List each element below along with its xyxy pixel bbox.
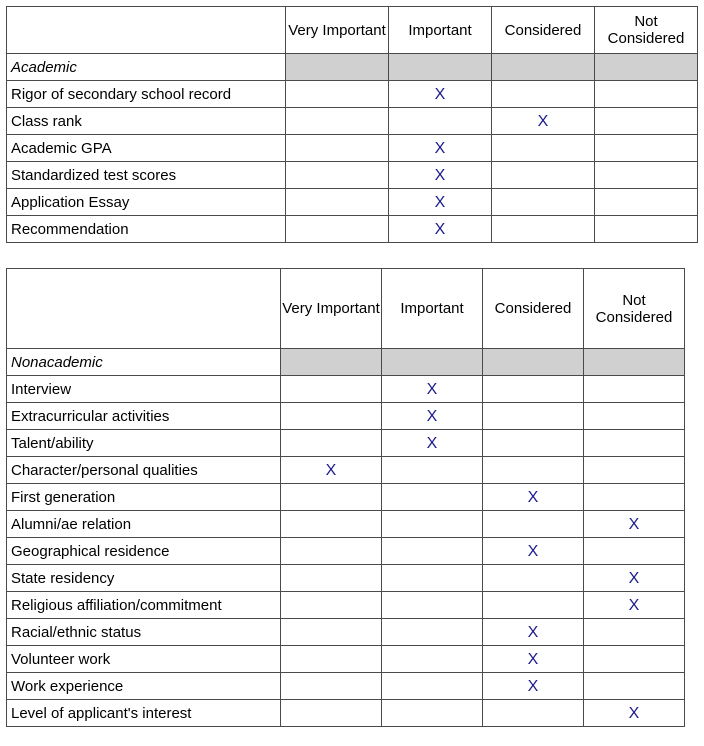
mark-very-important bbox=[281, 592, 382, 619]
mark-considered bbox=[483, 565, 584, 592]
mark-considered: X bbox=[483, 538, 584, 565]
section-label: Academic bbox=[7, 54, 286, 81]
mark-not-considered bbox=[584, 457, 685, 484]
row-label: Extracurricular activities bbox=[7, 403, 281, 430]
mark-very-important: X bbox=[281, 457, 382, 484]
mark-important bbox=[382, 673, 483, 700]
table-row bbox=[7, 189, 698, 216]
mark-very-important bbox=[286, 216, 389, 243]
mark-not-considered: X bbox=[584, 700, 685, 727]
mark-very-important bbox=[286, 189, 389, 216]
mark-important bbox=[382, 565, 483, 592]
section-shaded-cell bbox=[584, 349, 685, 376]
nonacademic-table bbox=[6, 268, 685, 727]
header-very-important: Very Important bbox=[286, 7, 389, 54]
table-row bbox=[7, 700, 685, 727]
mark-very-important bbox=[281, 646, 382, 673]
row-label: Religious affiliation/commitment bbox=[7, 592, 281, 619]
mark-not-considered bbox=[584, 430, 685, 457]
table-row bbox=[7, 216, 698, 243]
row-label: Standardized test scores bbox=[7, 162, 286, 189]
row-label: Class rank bbox=[7, 108, 286, 135]
mark-not-considered bbox=[595, 216, 698, 243]
mark-very-important bbox=[281, 538, 382, 565]
mark-important bbox=[382, 511, 483, 538]
table-row bbox=[7, 162, 698, 189]
mark-not-considered bbox=[595, 108, 698, 135]
table-row bbox=[7, 81, 698, 108]
section-shaded-cell bbox=[595, 54, 698, 81]
mark-important: X bbox=[382, 376, 483, 403]
mark-very-important bbox=[281, 430, 382, 457]
mark-important bbox=[382, 700, 483, 727]
mark-very-important bbox=[281, 484, 382, 511]
mark-very-important bbox=[286, 108, 389, 135]
mark-important: X bbox=[389, 216, 492, 243]
table-row bbox=[7, 484, 685, 511]
row-label: Character/personal qualities bbox=[7, 457, 281, 484]
mark-considered bbox=[483, 376, 584, 403]
row-label: Geographical residence bbox=[7, 538, 281, 565]
table-row bbox=[7, 511, 685, 538]
mark-important bbox=[382, 619, 483, 646]
mark-not-considered bbox=[584, 646, 685, 673]
mark-considered: X bbox=[492, 108, 595, 135]
mark-very-important bbox=[281, 619, 382, 646]
header-considered: Considered bbox=[483, 269, 584, 349]
mark-important: X bbox=[389, 189, 492, 216]
mark-important bbox=[382, 646, 483, 673]
header-corner-cell bbox=[7, 269, 281, 349]
mark-not-considered bbox=[584, 376, 685, 403]
mark-important bbox=[389, 108, 492, 135]
mark-considered bbox=[492, 216, 595, 243]
row-label: Work experience bbox=[7, 673, 281, 700]
row-label: State residency bbox=[7, 565, 281, 592]
header-not-considered: Not Considered bbox=[584, 269, 685, 349]
mark-very-important bbox=[281, 673, 382, 700]
row-label: Level of applicant's interest bbox=[7, 700, 281, 727]
header-considered: Considered bbox=[492, 7, 595, 54]
section-shaded-cell bbox=[382, 349, 483, 376]
mark-not-considered bbox=[584, 619, 685, 646]
row-label: First generation bbox=[7, 484, 281, 511]
header-very-important: Very Important bbox=[281, 269, 382, 349]
mark-not-considered: X bbox=[584, 565, 685, 592]
section-shaded-cell bbox=[492, 54, 595, 81]
mark-important bbox=[382, 484, 483, 511]
mark-not-considered bbox=[595, 81, 698, 108]
row-label: Application Essay bbox=[7, 189, 286, 216]
mark-not-considered bbox=[584, 673, 685, 700]
header-corner-cell bbox=[7, 7, 286, 54]
table-row bbox=[7, 376, 685, 403]
mark-important bbox=[382, 538, 483, 565]
mark-not-considered bbox=[584, 403, 685, 430]
table-row bbox=[7, 538, 685, 565]
mark-important: X bbox=[382, 403, 483, 430]
row-label: Talent/ability bbox=[7, 430, 281, 457]
mark-considered: X bbox=[483, 646, 584, 673]
mark-important bbox=[382, 592, 483, 619]
row-label: Interview bbox=[7, 376, 281, 403]
mark-not-considered: X bbox=[584, 511, 685, 538]
mark-very-important bbox=[281, 403, 382, 430]
mark-considered bbox=[492, 81, 595, 108]
section-shaded-cell bbox=[389, 54, 492, 81]
mark-considered: X bbox=[483, 673, 584, 700]
table-row bbox=[7, 108, 698, 135]
mark-not-considered bbox=[595, 189, 698, 216]
mark-considered bbox=[483, 430, 584, 457]
mark-considered: X bbox=[483, 484, 584, 511]
table-row bbox=[7, 592, 685, 619]
row-label: Rigor of secondary school record bbox=[7, 81, 286, 108]
mark-very-important bbox=[281, 700, 382, 727]
mark-important: X bbox=[382, 430, 483, 457]
table-row bbox=[7, 403, 685, 430]
mark-very-important bbox=[281, 376, 382, 403]
mark-important bbox=[382, 457, 483, 484]
table-row bbox=[7, 565, 685, 592]
mark-not-considered bbox=[595, 162, 698, 189]
row-label: Volunteer work bbox=[7, 646, 281, 673]
mark-considered bbox=[483, 457, 584, 484]
mark-considered: X bbox=[483, 619, 584, 646]
section-row bbox=[7, 54, 698, 81]
mark-not-considered bbox=[584, 538, 685, 565]
table-row bbox=[7, 673, 685, 700]
header-row bbox=[7, 7, 698, 54]
mark-very-important bbox=[281, 511, 382, 538]
mark-considered bbox=[492, 162, 595, 189]
mark-very-important bbox=[286, 162, 389, 189]
section-shaded-cell bbox=[483, 349, 584, 376]
table-row bbox=[7, 619, 685, 646]
mark-important: X bbox=[389, 135, 492, 162]
row-label: Academic GPA bbox=[7, 135, 286, 162]
row-label: Recommendation bbox=[7, 216, 286, 243]
section-shaded-cell bbox=[281, 349, 382, 376]
table-row bbox=[7, 646, 685, 673]
table-row bbox=[7, 457, 685, 484]
mark-not-considered bbox=[595, 135, 698, 162]
header-important: Important bbox=[389, 7, 492, 54]
header-not-considered: Not Considered bbox=[595, 7, 698, 54]
section-label: Nonacademic bbox=[7, 349, 281, 376]
academic-table bbox=[6, 6, 698, 243]
mark-considered bbox=[492, 135, 595, 162]
mark-very-important bbox=[286, 135, 389, 162]
row-label: Racial/ethnic status bbox=[7, 619, 281, 646]
mark-not-considered bbox=[584, 484, 685, 511]
mark-considered bbox=[483, 592, 584, 619]
header-important: Important bbox=[382, 269, 483, 349]
mark-considered bbox=[483, 700, 584, 727]
mark-considered bbox=[483, 511, 584, 538]
section-row bbox=[7, 349, 685, 376]
row-label: Alumni/ae relation bbox=[7, 511, 281, 538]
mark-not-considered: X bbox=[584, 592, 685, 619]
table-row bbox=[7, 430, 685, 457]
mark-very-important bbox=[286, 81, 389, 108]
mark-important: X bbox=[389, 81, 492, 108]
table-row bbox=[7, 135, 698, 162]
mark-very-important bbox=[281, 565, 382, 592]
header-row bbox=[7, 269, 685, 349]
mark-considered bbox=[483, 403, 584, 430]
section-shaded-cell bbox=[286, 54, 389, 81]
mark-considered bbox=[492, 189, 595, 216]
mark-important: X bbox=[389, 162, 492, 189]
